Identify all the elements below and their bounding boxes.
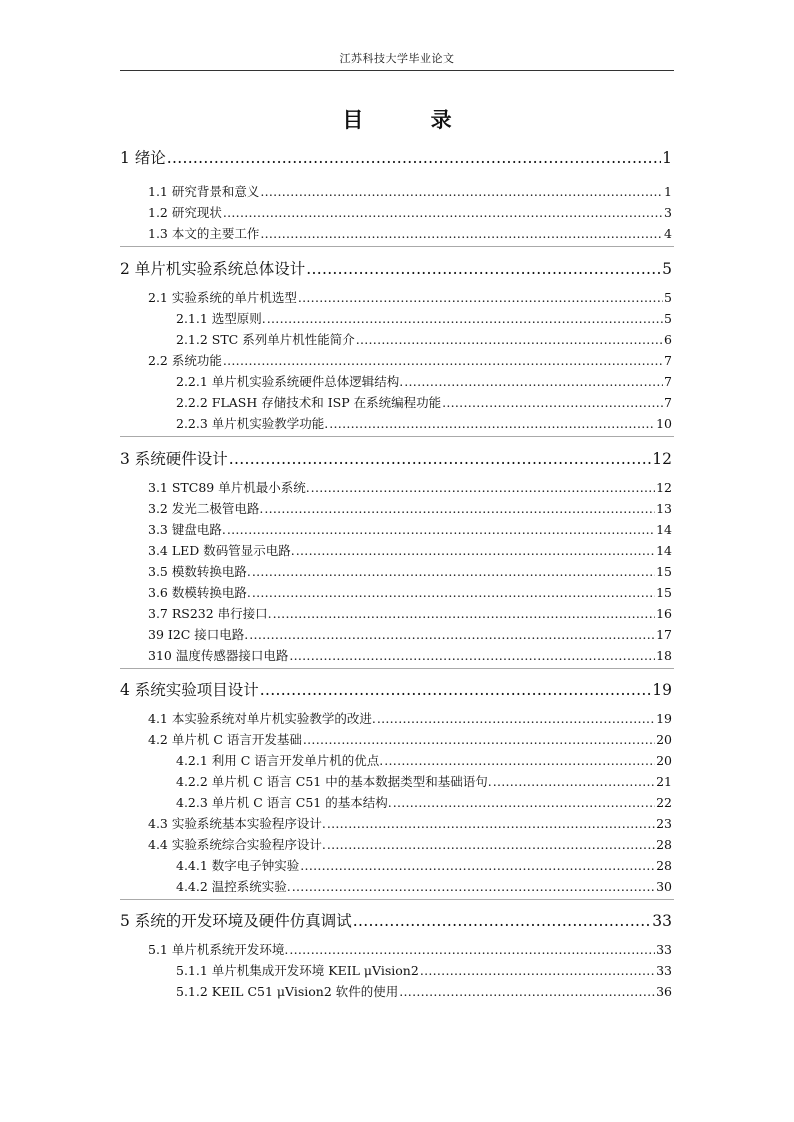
dot-leader — [384, 753, 655, 768]
dot-leader — [264, 501, 655, 516]
toc-entry-title: 2.2.3 单片机实验教学功能. — [176, 416, 329, 431]
toc-page-number: 20 — [656, 753, 672, 768]
toc-subsection-entry[interactable] — [176, 961, 672, 979]
header-rule — [120, 70, 674, 71]
dot-leader — [227, 522, 655, 537]
toc-page-number: 15 — [656, 564, 672, 579]
toc-page-number: 33 — [656, 963, 672, 978]
toc-entry-title: 2.1.1 选型原则. — [176, 311, 266, 326]
dot-leader — [292, 879, 655, 894]
dot-leader — [289, 648, 655, 663]
toc-page-number: 23 — [656, 816, 672, 831]
toc-chapter-entry[interactable] — [120, 146, 672, 168]
running-header: 江苏科技大学毕业论文 — [339, 52, 455, 65]
dot-leader — [229, 450, 651, 468]
dot-leader — [300, 858, 655, 873]
toc-chapter-entry[interactable] — [120, 678, 672, 700]
toc-page-number: 19 — [652, 681, 672, 699]
dot-leader — [267, 311, 663, 326]
toc-entry-title: 2.2 系统功能 — [148, 353, 222, 368]
toc-entry-title: 5 系统的开发环境及硬件仿真调试 — [120, 912, 352, 930]
toc-page-number: 17 — [656, 627, 672, 642]
dot-leader — [399, 984, 655, 999]
toc-entry-title: 4.4.1 数字电子钟实验 — [176, 858, 300, 873]
dot-leader — [260, 681, 651, 699]
toc-section-entry[interactable] — [148, 224, 672, 242]
dot-leader — [296, 543, 655, 558]
dot-leader — [303, 732, 655, 747]
toc-entry-title: 5.1.2 KEIL C51 μVision2 软件的使用 — [176, 984, 399, 999]
toc-subsection-entry[interactable] — [176, 751, 672, 769]
chapter-divider — [120, 436, 674, 437]
toc-section-entry[interactable] — [148, 520, 672, 538]
dot-leader — [353, 912, 651, 930]
toc-entry-title: 3.1 STC89 单片机最小系统. — [148, 480, 310, 495]
toc-page-number: 28 — [656, 858, 672, 873]
dot-leader — [393, 795, 655, 810]
dot-leader — [289, 942, 655, 957]
dot-leader — [260, 184, 663, 199]
toc-subsection-entry[interactable] — [176, 414, 672, 432]
dot-leader — [167, 149, 661, 167]
toc-page-number: 6 — [664, 332, 672, 347]
toc-entry-title: 5.1 单片机系统开发环境. — [148, 942, 289, 957]
dot-leader — [404, 374, 663, 389]
dot-leader — [442, 395, 663, 410]
toc-entry-title: 310 温度传感器接口电路 — [148, 648, 289, 663]
toc-subsection-entry[interactable] — [176, 877, 672, 895]
toc-page-number: 18 — [656, 648, 672, 663]
toc-page-number: 28 — [656, 837, 672, 852]
toc-section-entry[interactable] — [148, 814, 672, 832]
toc-section-entry[interactable] — [148, 562, 672, 580]
toc-section-entry[interactable] — [148, 583, 672, 601]
toc-entry-title: 39 I2C 接口电路. — [148, 627, 249, 642]
toc-entry-title: 3.5 模数转换电路. — [148, 564, 251, 579]
toc-section-entry[interactable] — [148, 940, 672, 958]
toc-entry-title: 3 系统硬件设计 — [120, 450, 228, 468]
toc-entry-title: 3.3 键盘电路. — [148, 522, 226, 537]
toc-entry-title: 1.1 研究背景和意义 — [148, 184, 260, 199]
toc-page-number: 20 — [656, 732, 672, 747]
toc-entry-title: 2 单片机实验系统总体设计 — [120, 260, 306, 278]
toc-entry-title: 2.2.2 FLASH 存储技术和 ISP 在系统编程功能 — [176, 395, 442, 410]
toc-page-number: 5 — [662, 260, 672, 278]
dot-leader — [260, 226, 663, 241]
toc-section-entry[interactable] — [148, 478, 672, 496]
toc-entry-title: 2.1 实验系统的单片机选型 — [148, 290, 297, 305]
toc-page-number: 7 — [664, 395, 672, 410]
dot-leader — [377, 711, 655, 726]
toc-entry-title: 3.2 发光二极管电路. — [148, 501, 264, 516]
toc-page-number: 21 — [656, 774, 672, 789]
toc-subsection-entry[interactable] — [176, 393, 672, 411]
toc-page-number: 5 — [664, 311, 672, 326]
toc-page-number: 10 — [656, 416, 672, 431]
toc-page-number: 30 — [656, 879, 672, 894]
toc-entry-title: 4.3 实验系统基本实验程序设计. — [148, 816, 326, 831]
toc-page-number: 1 — [664, 184, 672, 199]
toc-page-number: 36 — [656, 984, 672, 999]
toc-section-entry[interactable] — [148, 646, 672, 664]
toc-page-number: 4 — [664, 226, 672, 241]
toc-page-number: 7 — [664, 374, 672, 389]
toc-page-number: 19 — [656, 711, 672, 726]
page-title: 目 录 — [342, 107, 482, 132]
toc-entry-title: 1 绪论 — [120, 149, 166, 167]
toc-page-number: 1 — [662, 149, 672, 167]
toc-page-number: 3 — [664, 205, 672, 220]
dot-leader — [252, 564, 655, 579]
toc-entry-title: 4.4.2 温控系统实验. — [176, 879, 291, 894]
toc-section-entry[interactable] — [148, 541, 672, 559]
toc-page-number: 7 — [664, 353, 672, 368]
toc-page-number: 22 — [656, 795, 672, 810]
toc-subsection-entry[interactable] — [176, 793, 672, 811]
toc-entry-title: 2.2.1 单片机实验系统硬件总体逻辑结构. — [176, 374, 404, 389]
toc-entry-title: 5.1.1 单片机集成开发环境 KEIL μVision2 — [176, 963, 419, 978]
toc-page-number: 33 — [652, 912, 672, 930]
toc-page-number: 13 — [656, 501, 672, 516]
toc-page-number: 12 — [652, 450, 672, 468]
toc-entry-title: 1.3 本文的主要工作 — [148, 226, 260, 241]
toc-section-entry[interactable] — [148, 709, 672, 727]
toc-section-entry[interactable] — [148, 835, 672, 853]
toc-page-number: 12 — [656, 480, 672, 495]
toc-subsection-entry[interactable] — [176, 772, 672, 790]
toc-chapter-entry[interactable] — [120, 447, 672, 469]
toc-entry-title: 2.1.2 STC 系列单片机性能简介 — [176, 332, 355, 347]
toc-entry-title: 4.2.2 单片机 C 语言 C51 中的基本数据类型和基础语句. — [176, 774, 492, 789]
toc-entry-title: 4.2 单片机 C 语言开发基础 — [148, 732, 302, 747]
dot-leader — [273, 606, 655, 621]
toc-subsection-entry[interactable] — [176, 309, 672, 327]
toc-subsection-entry[interactable] — [176, 330, 672, 348]
toc-page-number: 14 — [656, 522, 672, 537]
toc-entry-title: 4.4 实验系统综合实验程序设计. — [148, 837, 326, 852]
toc-section-entry[interactable] — [148, 499, 672, 517]
toc-subsection-entry[interactable] — [176, 982, 672, 1000]
toc-entry-title: 3.4 LED 数码管显示电路. — [148, 543, 295, 558]
toc-entry-title: 4 系统实验项目设计 — [120, 681, 259, 699]
toc-entry-title: 4.1 本实验系统对单片机实验教学的改进. — [148, 711, 376, 726]
dot-leader — [356, 332, 663, 347]
toc-page-number: 5 — [664, 290, 672, 305]
toc-section-entry[interactable] — [148, 203, 672, 221]
toc-section-entry[interactable] — [148, 288, 672, 306]
toc-subsection-entry[interactable] — [176, 856, 672, 874]
toc-entry-title: 4.2.1 利用 C 语言开发单片机的优点. — [176, 753, 384, 768]
toc-section-entry[interactable] — [148, 182, 672, 200]
chapter-divider — [120, 668, 674, 669]
toc-chapter-entry[interactable] — [120, 909, 672, 931]
toc-entry-title: 3.7 RS232 串行接口. — [148, 606, 272, 621]
toc-section-entry[interactable] — [148, 351, 672, 369]
dot-leader — [311, 480, 655, 495]
dot-leader — [306, 260, 661, 278]
toc-subsection-entry[interactable] — [176, 372, 672, 390]
dot-leader — [223, 353, 663, 368]
toc-section-entry[interactable] — [148, 625, 672, 643]
toc-entry-title: 1.2 研究现状 — [148, 205, 222, 220]
dot-leader — [249, 627, 655, 642]
toc-entry-title: 4.2.3 单片机 C 语言 C51 的基本结构. — [176, 795, 392, 810]
dot-leader — [493, 774, 655, 789]
toc-chapter-entry[interactable] — [120, 257, 672, 279]
chapter-divider — [120, 246, 674, 247]
toc-section-entry[interactable] — [148, 604, 672, 622]
toc-page-number: 15 — [656, 585, 672, 600]
toc-page-number: 14 — [656, 543, 672, 558]
toc-entry-title: 3.6 数模转换电路. — [148, 585, 251, 600]
dot-leader — [327, 837, 655, 852]
toc-page-number: 16 — [656, 606, 672, 621]
toc-page-number: 33 — [656, 942, 672, 957]
dot-leader — [223, 205, 663, 220]
dot-leader — [420, 963, 655, 978]
chapter-divider — [120, 899, 674, 900]
dot-leader — [329, 416, 655, 431]
dot-leader — [252, 585, 655, 600]
toc-section-entry[interactable] — [148, 730, 672, 748]
dot-leader — [327, 816, 655, 831]
dot-leader — [298, 290, 663, 305]
